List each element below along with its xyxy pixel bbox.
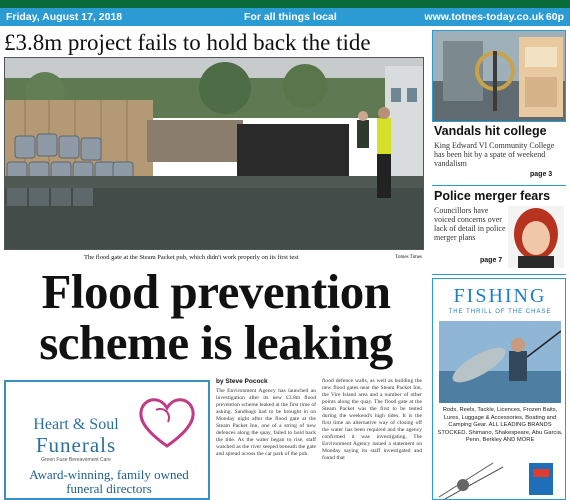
sidebar-story2-headline[interactable]: Police merger fears (434, 189, 551, 203)
photo-credit: Totnes Times (395, 255, 422, 260)
fishing-title: FISHING (453, 285, 547, 307)
caption-text: The flood gate at the Steam Packet pub, which didn't work properly on its first test (84, 254, 299, 261)
main-headline-line2: scheme is leaking (39, 315, 393, 370)
main-headline (4, 266, 428, 368)
sidebar-story1-text: King Edward VI Community College has been hit by a spate of weekend vandalism (434, 141, 555, 168)
dateline-bar (0, 8, 570, 26)
college-photo (432, 30, 566, 122)
sidebar-story1-headline[interactable]: Vandals hit college (434, 124, 547, 138)
fishing-subtitle: THE THRILL OF THE CHASE (448, 309, 552, 315)
fishing-advert[interactable] (432, 278, 566, 500)
sidebar-story2-page: page 7 (480, 257, 503, 264)
heart-icon (134, 392, 200, 452)
article-column-1: The Environment Agency has launched an investigation after its new £3.8m flood prevention scheme leaked at the first time of asking. Sandbags had to be brought in on Monday night after the flood gate at the Steam Packet Inn, one of a string of new defences along the quay, failed to hold back the tide. As the water began to rise, staff watched as the river seeped beneath the gate and spread across the car park of the pub. (216, 388, 316, 457)
sidebar-divider (432, 185, 566, 186)
sidebar-story1-page: page 3 (530, 171, 553, 178)
masthead-strip (0, 0, 570, 8)
website-link[interactable]: www.totnes-today.co.uk (424, 11, 544, 23)
advert-slogan-line1: Award-winning, family owned (29, 467, 189, 482)
issue-date: Friday, August 17, 2018 (6, 11, 123, 23)
tagline: For all things local (244, 11, 337, 23)
flood-photo (4, 57, 424, 250)
fishing-photo (439, 321, 561, 403)
advert-brand-line2: Funerals (35, 433, 117, 457)
councillor-portrait (508, 206, 564, 268)
fishing-products (433, 457, 566, 500)
cover-price: 60p (545, 11, 564, 23)
main-headline-line1: Flood prevention (41, 264, 391, 319)
article-column-2: flood defence walls, as well as building the new flood gates near the Steam Packet Inn, the Vire Island area and a number of other points along the quay. The flood gate at the Steam Packet was the first to be tested during the weekend's high tides. It is the first time an alternative way of closing off the water has been required and the agency confirmed it was investigating. The Environment Agency issued a statement on Monday saying its staff investigated and found that (322, 378, 422, 461)
sidebar-divider-2 (432, 274, 566, 275)
advert-slogan (6, 468, 210, 496)
advert-logo (16, 416, 136, 464)
top-story-headline: £3.8m project fails to hold back the tide (4, 30, 371, 55)
funeral-advert[interactable] (4, 380, 210, 500)
advert-slogan-line2: funeral directors (66, 481, 152, 496)
fishing-text: Rods, Reels, Tackle, Licences, Frozen Baits, Lures, Luggage & Accessories, Boating and Camping Gear. ALL LEADING BRANDS STOCKED. Shimano, Shakespeare, Abu Garcia, Penn, Berkley AND MORE (437, 407, 563, 443)
photo-caption (4, 252, 424, 263)
advert-brand-line3: Green Fuse Bereavement Care (41, 457, 111, 463)
advert-brand-line1: Heart & Soul (33, 416, 119, 433)
article-byline: by Steve Pocock (216, 378, 268, 385)
sidebar-story2-text: Councillors have voiced concerns over lack of detail in police merger plans (434, 206, 506, 242)
